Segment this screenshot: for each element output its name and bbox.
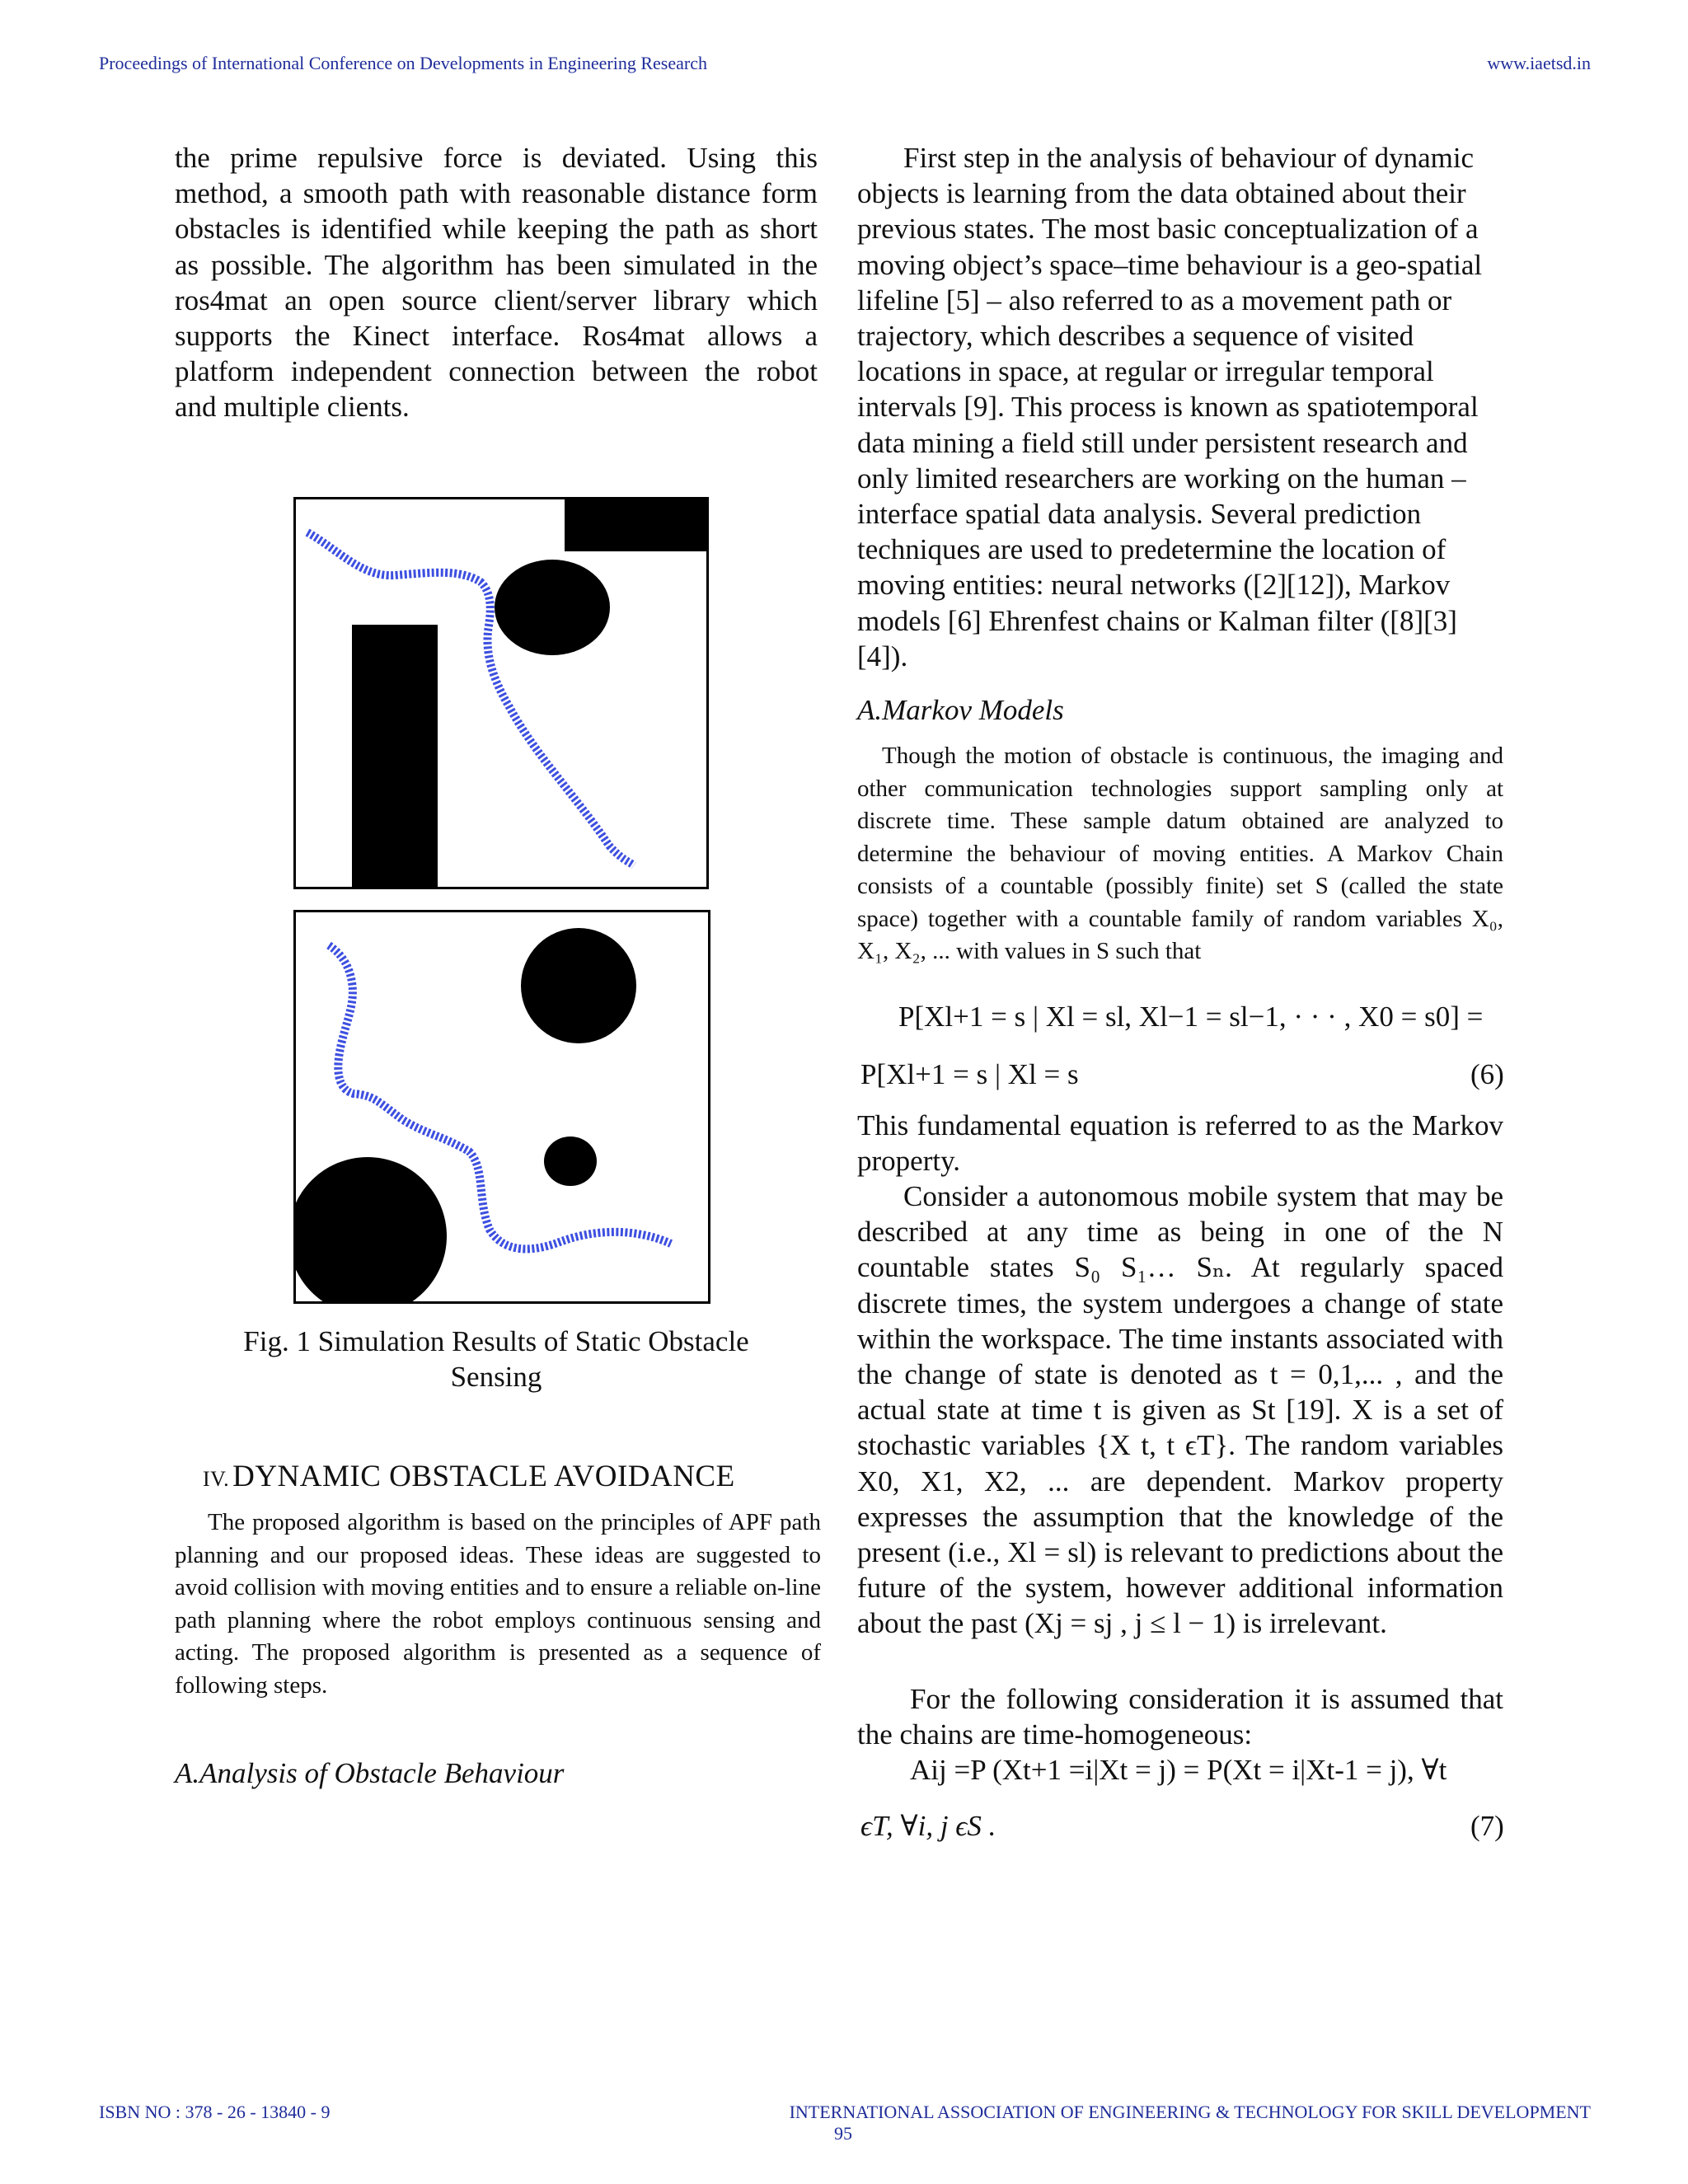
right-paragraph-5 <box>857 1681 1503 1752</box>
equation-6-line-1: P[Xl+1 = s | Xl = sl, Xl−1 = sl−1, · · · , X0 = s0] = <box>898 1001 1484 1033</box>
left-paragraph-1 <box>175 140 818 425</box>
caption-line-1: Fig. 1 Simulation Results of Static Obstacle <box>243 1325 749 1357</box>
figure-1a <box>293 497 709 889</box>
subsection-heading-left: A.Analysis of Obstacle Behaviour <box>175 1757 565 1789</box>
running-header: Proceedings of International Conference on Developments in Engineering Research <box>99 53 707 73</box>
equation-6-line-2: P[Xl+1 = s | Xl = s <box>860 1058 1079 1090</box>
right-paragraph-1 <box>857 140 1500 674</box>
obstacle-circle <box>495 560 610 655</box>
right-para-text-3: This fundamental equation is referred to as the Markov property. <box>857 1109 1503 1178</box>
section-title: DYNAMIC OBSTACLE AVOIDANCE <box>232 1460 735 1493</box>
equation-7-line-2: ϵT, ∀i, j ϵS . <box>860 1810 996 1842</box>
section-number: IV. <box>203 1467 230 1491</box>
right-para-text-4: Consider a autonomous mobile system that may be described at any time as being in one of the N countable states S₀ S₁… Sₙ. At regularly spaced discrete times, the system undergoes a change of state within the workspace. The time instants associated with the change of state is denoted as t = 0,1,... , and the actual state at time t is given as St [19]. X is a set of stochastic variables {X t, t ϵT}. The random variables X0, X1, X2, ... are dependent. Markov property expresses the assumption that the knowledge of the present (i.e., Xl = sl) is relevant to predictions about the future of the system, however additional information about the past (Xj = sj , j ≤ l − 1) is irrelevant. <box>857 1180 1503 1640</box>
obstacle-circle-bottom-left <box>296 1157 447 1301</box>
section-heading <box>203 1459 735 1494</box>
obstacle-rect-left <box>352 625 438 887</box>
left-paragraph-2 <box>175 1507 821 1702</box>
right-paragraph-2 <box>857 740 1503 968</box>
equation-6-number: (6) <box>1470 1058 1504 1090</box>
right-paragraph-3 <box>857 1108 1503 1179</box>
figure-1a-plot <box>296 499 706 887</box>
obstacle-circle-small <box>544 1137 597 1186</box>
footer-isbn: ISBN NO : 378 - 26 - 13840 - 9 <box>99 2102 331 2122</box>
figure-caption <box>175 1324 818 1394</box>
obstacle-circle-top-right <box>521 928 636 1043</box>
right-para-text-2: Though the motion of obstacle is continuous, the imaging and other communication technologies support sampling only at discrete time. These sample datum obtained are analyzed to determine the behaviour of moving entities. A Markov Chain consists of a countable (possibly finite) set S (called the state space) together with a countable family of random variables X₀, X₁, X₂, ... with values in S such that <box>857 743 1503 964</box>
left-para-text-2: The proposed algorithm is based on the principles of APF path planning and our proposed ideas. These ideas are suggested to avoid collision with moving entities and to ensure a reliable on-line path planning where the robot employs continuous sensing and acting. The proposed algorithm is presented as a sequence of following steps. <box>175 1509 821 1699</box>
right-paragraph-4 <box>857 1179 1503 1642</box>
obstacle-rect-top-right <box>565 499 706 551</box>
figure-1b-plot <box>296 912 708 1301</box>
figure-1b <box>293 910 710 1304</box>
subsection-heading-right: A.Markov Models <box>857 694 1064 726</box>
right-para-text-1: First step in the analysis of behaviour of dynamic objects is learning from the data obtained about their previous states. The most basic conceptualization of a moving object’s space–time behaviour is a geo-spatial lifeline [5] – also referred to as a movement path or trajectory, which describes a sequence of visited locations in space, at regular or irregular temporal intervals [9]. This process is known as spatiotemporal data mining a field still under persistent research and only limited researchers are working on the human – interface spatial data analysis. Several prediction techniques are used to predetermine the location of moving entities: neural networks ([2][12]), Markov models [6] Ehrenfest chains or Kalman filter ([8][3][4]). <box>857 142 1483 673</box>
header-url: www.iaetsd.in <box>1487 53 1591 73</box>
equation-7-number: (7) <box>1470 1810 1504 1842</box>
footer-organization: INTERNATIONAL ASSOCIATION OF ENGINEERING & TECHNOLOGY FOR SKILL DEVELOPMENT <box>789 2102 1591 2122</box>
equation-7-line-1: Aij =P (Xt+1 =i|Xt = j) = P(Xt = i|Xt-1 = j), ∀t <box>910 1754 1447 1786</box>
left-para-text-1: the prime repulsive force is deviated. Using this method, a smooth path with reasonable distance form obstacles is identified while keeping the path as short as possible. The algorithm has been simulated in the ros4mat an open source client/server library which supports the Kinect interface. Ros4mat allows a platform independent connection between the robot and multiple clients. <box>175 142 818 424</box>
right-para-text-5: For the following consideration it is assumed that the chains are time-homogeneous: <box>857 1683 1503 1751</box>
caption-line-2: Sensing <box>450 1361 542 1393</box>
page-number: 95 <box>834 2123 852 2144</box>
